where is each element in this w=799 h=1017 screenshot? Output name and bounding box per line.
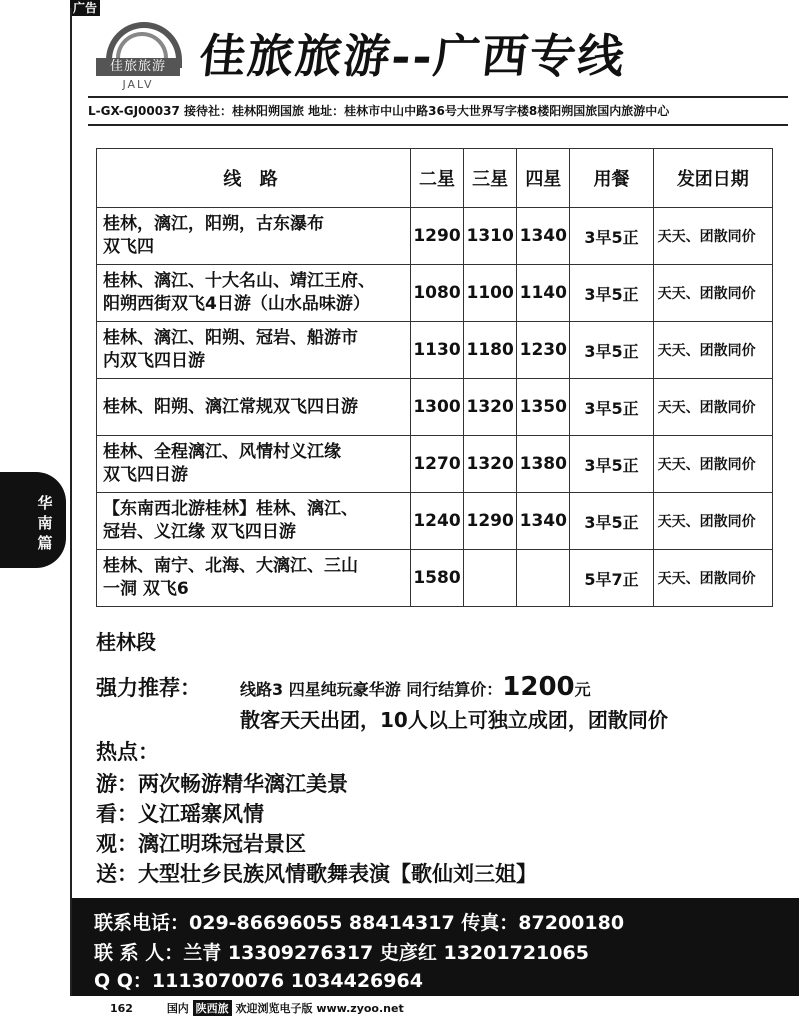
contact-qq: Q Q：1113070076 1034426964 [94, 970, 423, 992]
table-row [97, 436, 773, 493]
header-three-star: 三星 [464, 149, 517, 208]
price-four-star: 1340 [517, 493, 570, 550]
price-four-star: 1380 [517, 436, 570, 493]
price-four-star: 1230 [517, 322, 570, 379]
price-two-star: 1290 [410, 208, 463, 265]
section-title: 桂林段 [96, 630, 156, 654]
price-three-star: 1310 [464, 208, 517, 265]
hot-item: 游：两次畅游精华漓江美景 [96, 772, 348, 796]
table-row [97, 208, 773, 265]
table-header-row [97, 149, 773, 208]
header [72, 14, 792, 94]
header-route: 线 路 [97, 149, 411, 208]
hot-item: 送：大型壮乡民族风情歌舞表演【歌仙刘三姐】 [96, 862, 537, 886]
contact-person: 联 系 人：兰青 13309276317 史彦红 13201721065 [94, 942, 589, 964]
footer-text: 欢迎浏览电子版 www.zyoo.net [235, 1002, 404, 1015]
recommend-line [240, 672, 591, 702]
price-four-star [517, 550, 570, 607]
header-meal: 用餐 [570, 149, 653, 208]
departure-date: 天天、团散同价 [653, 265, 772, 322]
hot-item: 观：漓江明珠冠岩景区 [96, 832, 306, 856]
route-name: 桂林，漓江，阳朔，古东瀑布 双飞四 [97, 208, 411, 265]
page-title: 佳旅旅游--广西专线 [196, 29, 629, 83]
price-three-star: 1100 [464, 265, 517, 322]
price-four-star: 1350 [517, 379, 570, 436]
side-tab-char: 篇 [37, 534, 53, 552]
meal: 3早5正 [570, 208, 653, 265]
route-table [96, 148, 773, 607]
meal: 3早5正 [570, 265, 653, 322]
table-row [97, 265, 773, 322]
contact-box [72, 898, 799, 996]
route-name: 桂林、漓江、阳朔、冠岩、船游市 内双飞四日游 [97, 322, 411, 379]
footer [110, 1000, 404, 1016]
meal: 3早5正 [570, 436, 653, 493]
meal: 5早7正 [570, 550, 653, 607]
logo-text: 佳旅旅游 [96, 58, 180, 76]
price-three-star: 1320 [464, 436, 517, 493]
route-name: 【东南西北游桂林】桂林、漓江、 冠岩、义江缘 双飞四日游 [97, 493, 411, 550]
recommend-label: 强力推荐： [96, 676, 201, 700]
departure-date: 天天、团散同价 [653, 550, 772, 607]
ad-tag: 广告 [70, 0, 100, 16]
departure-date: 天天、团散同价 [653, 208, 772, 265]
meal: 3早5正 [570, 322, 653, 379]
side-tab-char: 南 [37, 514, 53, 532]
contact-phone: 联系电话：029-86696055 88414317 传真：87200180 [94, 912, 625, 934]
route-name: 桂林、全程漓江、风情村义江缘 双飞四日游 [97, 436, 411, 493]
recommend-note: 散客天天出团，10人以上可独立成团，团散同价 [240, 708, 668, 732]
section-side-tab [0, 472, 66, 568]
price-two-star: 1130 [410, 322, 463, 379]
header-date: 发团日期 [653, 149, 772, 208]
table-row [97, 550, 773, 607]
table-row [97, 322, 773, 379]
recommend-unit: 元 [574, 680, 591, 699]
price-two-star: 1300 [410, 379, 463, 436]
meal: 3早5正 [570, 493, 653, 550]
price-two-star: 1240 [410, 493, 463, 550]
departure-date: 天天、团散同价 [653, 379, 772, 436]
price-three-star: 1290 [464, 493, 517, 550]
route-name: 桂林、阳朔、漓江常规双飞四日游 [97, 379, 411, 436]
departure-date: 天天、团散同价 [653, 436, 772, 493]
departure-date: 天天、团散同价 [653, 322, 772, 379]
header-two-star: 二星 [410, 149, 463, 208]
logo-sub: JALV [122, 78, 154, 91]
price-three-star: 1320 [464, 379, 517, 436]
meal: 3早5正 [570, 379, 653, 436]
price-two-star: 1580 [410, 550, 463, 607]
recommend-price: 1200 [502, 672, 575, 702]
footer-region: 国内 [166, 1002, 189, 1015]
table-row [97, 379, 773, 436]
header-four-star: 四星 [517, 149, 570, 208]
price-four-star: 1340 [517, 208, 570, 265]
price-three-star: 1180 [464, 322, 517, 379]
side-tab-char: 华 [37, 494, 53, 512]
route-name: 桂林、南宁、北海、大漓江、三山 一洞 双飞6 [97, 550, 411, 607]
company-logo [96, 22, 182, 92]
price-four-star: 1140 [517, 265, 570, 322]
price-two-star: 1080 [410, 265, 463, 322]
footer-badge: 陕西旅 [193, 1000, 232, 1016]
table-row [97, 493, 773, 550]
route-name: 桂林、漓江、十大名山、靖江王府、 阳朔西街双飞4日游（山水品味游） [97, 265, 411, 322]
page-number: 162 [110, 1002, 133, 1015]
recommend-text: 线路3 四星纯玩豪华游 同行结算价： [240, 680, 503, 699]
hot-label: 热点： [96, 740, 159, 764]
price-three-star [464, 550, 517, 607]
departure-date: 天天、团散同价 [653, 493, 772, 550]
hot-item: 看：义江瑶寨风情 [96, 802, 264, 826]
license-line: L-GX-GJ00037 接待社：桂林阳朔国旅 地址：桂林市中山中路36号大世界写字楼8楼阳朔国旅国内旅游中心 [88, 96, 788, 126]
price-two-star: 1270 [410, 436, 463, 493]
